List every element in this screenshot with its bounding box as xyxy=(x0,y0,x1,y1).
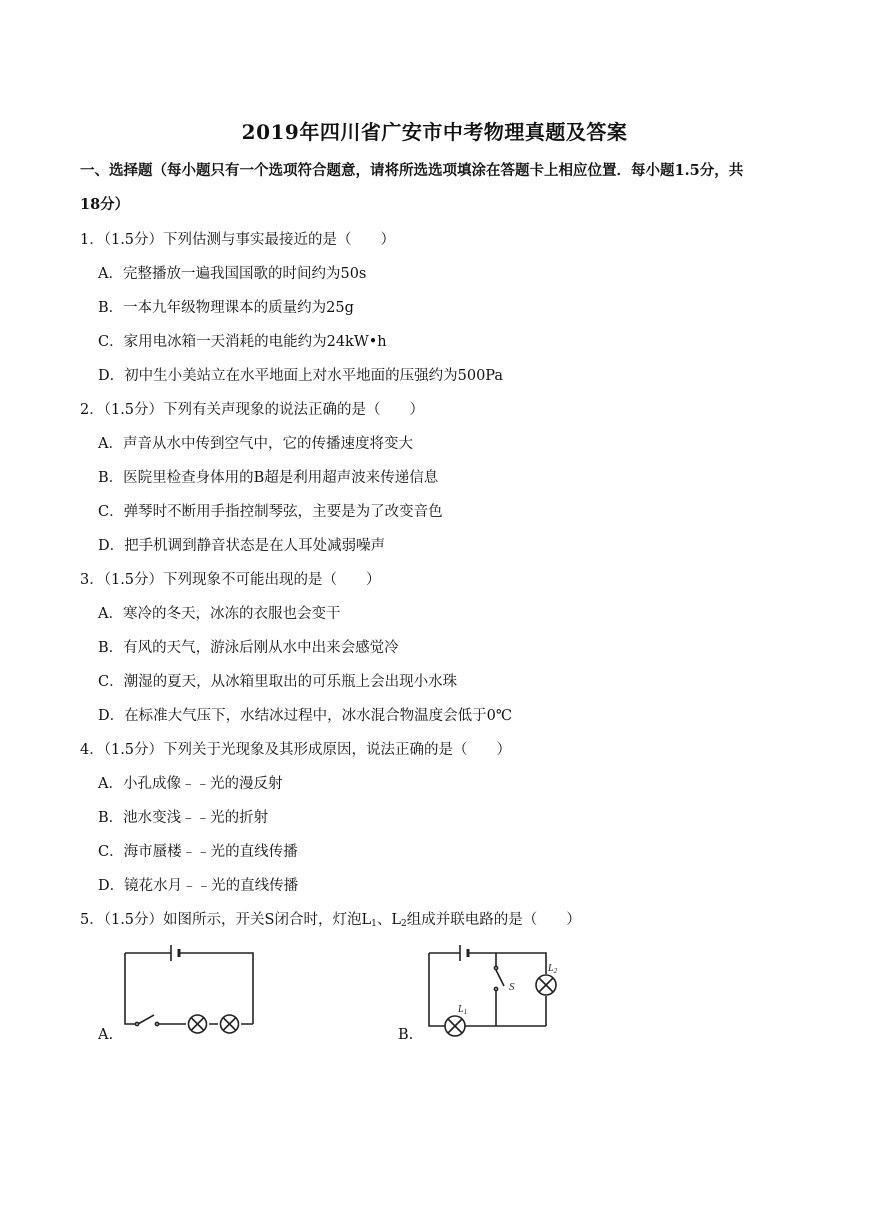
circuit-b-diagram xyxy=(422,944,562,1034)
question-4-option-d: D．镜花水月﹣﹣光的直线传播 xyxy=(98,878,299,894)
section-heading-line2: 18分） xyxy=(80,196,130,213)
circuit-b-label: B. xyxy=(398,1027,414,1043)
switch-icon xyxy=(494,966,504,990)
question-2-option-d: D．把手机调到静音状态是在人耳处减弱噪声 xyxy=(98,538,386,554)
question-1-option-a: A．完整播放一遍我国国歌的时间约为50s xyxy=(98,266,367,282)
question-2-option-a: A．声音从水中传到空气中，它的传播速度将变大 xyxy=(98,436,413,452)
question-3-option-a: A．寒冷的冬天，冰冻的衣服也会变干 xyxy=(98,606,341,622)
circuit-a-wire-top-right xyxy=(179,953,253,1024)
lamp-icon xyxy=(221,1015,239,1033)
lamp-l1-label xyxy=(457,1004,467,1016)
question-1-option-d: D．初中生小美站立在水平地面上对水平地面的压强约为500Pa xyxy=(98,368,504,384)
section-heading-line1: 一、选择题（每小题只有一个选项符合题意，请将所选选项填涂在答题卡上相应位置．每小题1.5分，共 xyxy=(80,162,744,179)
question-5-stem-part2: 组成并联电路的是（ ） xyxy=(406,912,581,928)
page-title: 2019年四川省广安市中考物理真题及答案 xyxy=(241,120,628,144)
lamp-l2-label xyxy=(547,963,558,975)
question-4-option-b: B．池水变浅﹣﹣光的折射 xyxy=(98,810,269,826)
question-5-sub-2: 2 xyxy=(400,919,407,929)
question-3-stem: 3．（1.5分）下列现象不可能出现的是（ ） xyxy=(80,572,381,588)
circuit-a-label: A. xyxy=(98,1027,114,1043)
question-3-option-c: C．潮湿的夏天，从冰箱里取出的可乐瓶上会出现小水珠 xyxy=(98,674,458,690)
question-2-option-b: B．医院里检查身体用的B超是利用超声波来传递信息 xyxy=(98,470,439,486)
question-5-stem-part1: 5．（1.5分）如图所示，开关S闭合时，灯泡L xyxy=(80,912,372,928)
battery-icon xyxy=(171,945,179,961)
lamp-icon xyxy=(189,1015,207,1033)
circuit-a-wire-left xyxy=(125,953,136,1024)
circuit-a-diagram xyxy=(118,944,263,1034)
lamp-l1-sub: 1 xyxy=(463,1008,468,1016)
battery-icon xyxy=(460,945,468,961)
switch-icon xyxy=(135,1015,158,1026)
question-5-sub-1: 1 xyxy=(371,919,377,929)
question-2-option-c: C．弹琴时不断用手指控制琴弦，主要是为了改变音色 xyxy=(98,504,443,520)
circuit-b-wire-left xyxy=(429,953,445,1026)
lamp-l2-sub: 2 xyxy=(553,967,558,975)
question-5-stem xyxy=(80,908,581,929)
lamp-icon xyxy=(445,1016,465,1036)
question-4-option-a: A．小孔成像﹣﹣光的漫反射 xyxy=(98,776,283,792)
question-2-stem: 2．（1.5分）下列有关声现象的说法正确的是（ ） xyxy=(80,402,425,418)
question-4-stem: 4．（1.5分）下列关于光现象及其形成原因，说法正确的是（ ） xyxy=(80,742,512,758)
circuit-b-wire-top xyxy=(429,953,546,974)
question-1-stem: 1．（1.5分）下列估测与事实最接近的是（ ） xyxy=(80,232,396,248)
question-1-option-c: C．家用电冰箱一天消耗的电能约为24kW•h xyxy=(98,334,387,350)
question-5-separator: 、L xyxy=(376,912,401,928)
question-3-option-d: D．在标准大气压下，水结冰过程中，冰水混合物温度会低于0℃ xyxy=(98,708,513,724)
lamp-l2-letter: L xyxy=(548,963,554,974)
question-3-option-b: B．有风的天气，游泳后刚从水中出来会感觉冷 xyxy=(98,640,399,656)
switch-label: S xyxy=(509,981,515,993)
lamp-l1-letter: L xyxy=(458,1004,464,1015)
question-1-option-b: B．一本九年级物理课本的质量约为25g xyxy=(98,300,354,316)
lamp-icon xyxy=(536,975,556,995)
question-4-option-c: C．海市蜃楼﹣﹣光的直线传播 xyxy=(98,844,298,860)
